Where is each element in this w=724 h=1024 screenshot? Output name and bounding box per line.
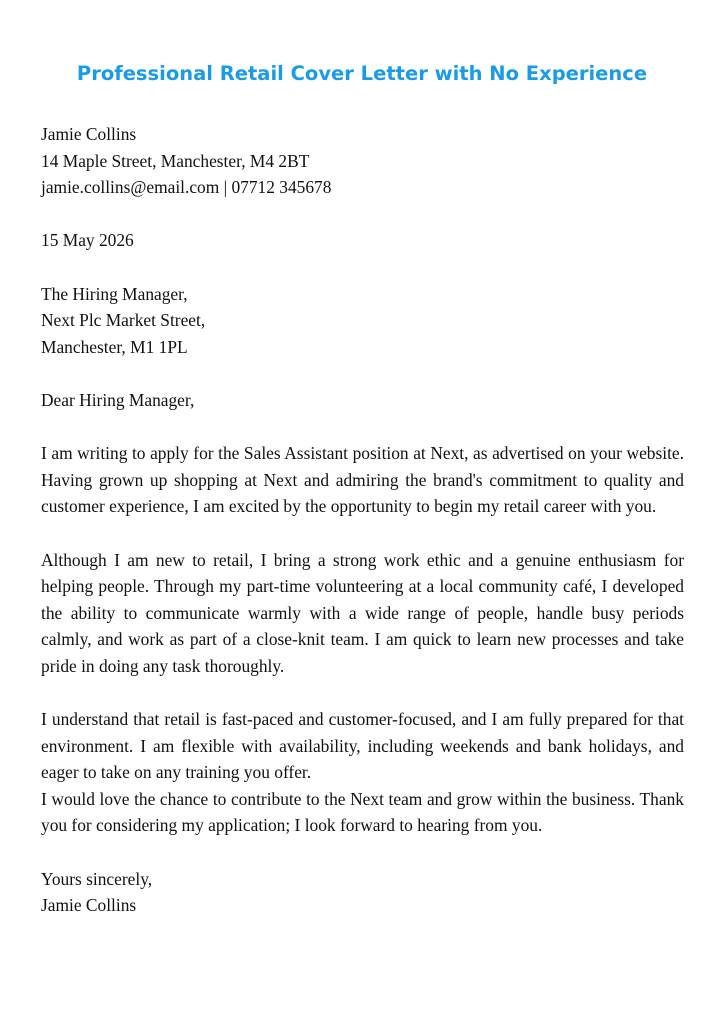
recipient-line-1: The Hiring Manager, — [41, 283, 188, 304]
document-title: Professional Retail Cover Letter with No Experience — [76, 62, 648, 85]
body-paragraph-1: I am writing to apply for the Sales Assistant position at Next, as advertised on your website. Having grown up shopping at Next and admiring the brand's commitment to quality and customer experience, I am excited by the opportunity to begin my retail career with you. — [41, 443, 684, 517]
salutation: Dear Hiring Manager, — [41, 389, 195, 410]
body-paragraph-3: I understand that retail is fast-paced and customer-focused, and I am fully prepared for that environment. I am flexible with availability, including weekends and bank holidays, and eager to take on any training you offer. — [41, 709, 684, 783]
sender-name: Jamie Collins — [41, 124, 137, 144]
body-paragraph-4: I would love the chance to contribute to the Next team and grow within the business. Thank you for considering my application; I look forward to hearing from you. — [41, 788, 684, 836]
sender-block — [41, 121, 684, 201]
closing-signoff: Yours sincerely, — [41, 868, 153, 889]
body-paragraph-2: Although I am new to retail, I bring a strong work ethic and a genuine enthusiasm for helping people. Through my part-time volunteering at a local community café, I developed the ability to communicate warmly with a wide range of people, handle busy periods calmly, and work as part of a close-knit team. I am quick to learn new processes and take pride in doing any task thoroughly. — [41, 549, 684, 676]
sender-address: 14 Maple Street, Manchester, M4 2BT — [41, 150, 310, 171]
sender-contact: jamie.collins@email.com | 07712 345678 — [41, 177, 332, 198]
closing-name: Jamie Collins — [41, 895, 137, 916]
closing-block — [41, 866, 684, 919]
letter-date: 15 May 2026 — [41, 230, 134, 251]
recipient-block — [41, 281, 684, 361]
cover-letter — [41, 121, 684, 919]
recipient-line-2: Next Plc Market Street, — [41, 310, 206, 331]
recipient-line-3: Manchester, M1 1PL — [41, 336, 188, 357]
